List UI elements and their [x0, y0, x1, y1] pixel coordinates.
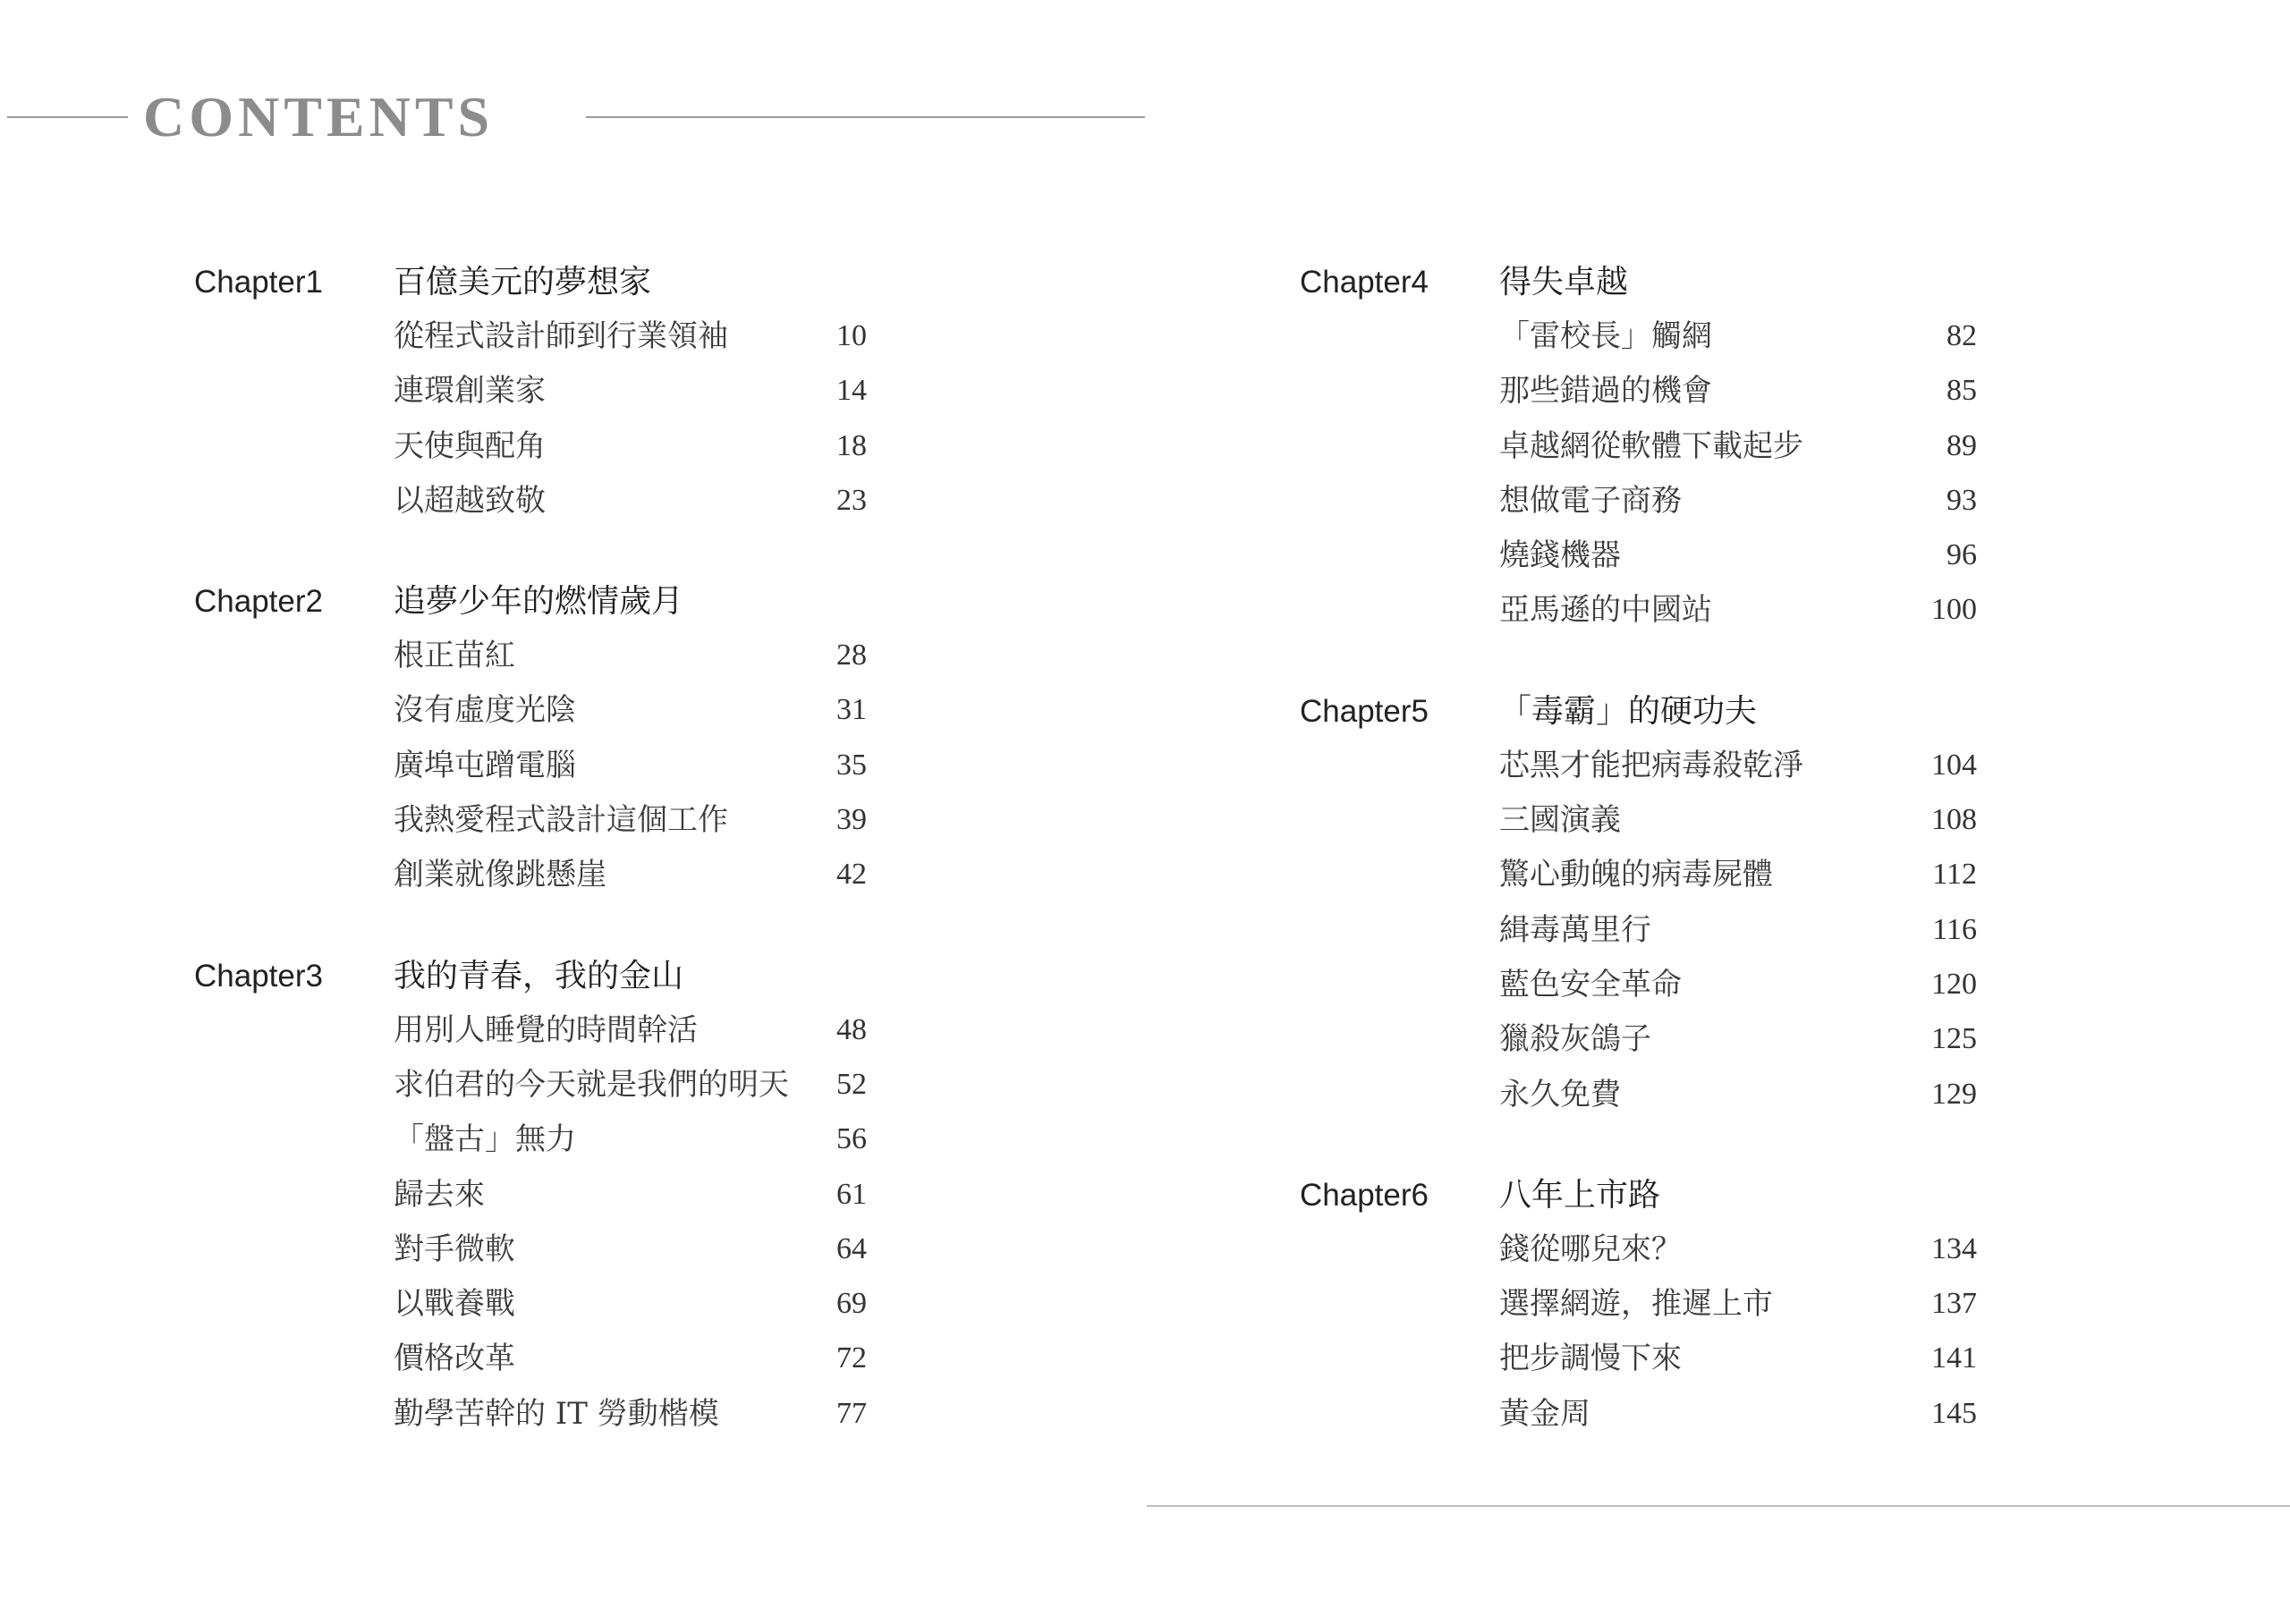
toc-entry — [1300, 527, 2087, 581]
toc-entry-title: 我熱愛程式設計這個工作 — [394, 802, 728, 839]
toc-entry — [1300, 1330, 2087, 1384]
toc-entry-page: 28 — [836, 639, 867, 672]
toc-entry-list — [1300, 308, 2087, 637]
toc-entry-title: 廣埠屯蹭電腦 — [394, 747, 576, 783]
toc-entry — [194, 1385, 981, 1440]
toc-entry-page: 23 — [836, 483, 867, 517]
toc-entry-page: 96 — [1946, 538, 1977, 572]
toc-entry-list — [194, 1002, 981, 1440]
toc-entry-title: 從程式設計師到行業領袖 — [394, 318, 728, 354]
chapter-heading — [1300, 687, 2087, 737]
toc-entry-title: 「盤古」無力 — [394, 1121, 576, 1158]
toc-entry-page: 18 — [836, 428, 867, 462]
chapter-section — [194, 577, 981, 901]
toc-entry-title: 以超越致敬 — [394, 482, 546, 519]
toc-left-column — [194, 258, 981, 1490]
toc-entry — [1300, 1221, 2087, 1275]
chapter-heading — [1300, 258, 2087, 308]
toc-entry-list — [1300, 1221, 2087, 1440]
toc-entry-page: 72 — [836, 1341, 867, 1375]
toc-entry-title: 燒錢機器 — [1499, 537, 1621, 574]
toc-entry-title: 以戰養戰 — [394, 1286, 515, 1323]
contents-heading: CONTENTS — [143, 85, 495, 148]
header-rule-right — [586, 116, 1145, 118]
toc-entry-title: 那些錯過的機會 — [1499, 373, 1712, 410]
toc-entry-page: 129 — [1931, 1077, 1977, 1111]
footer-rule — [1147, 1505, 2290, 1507]
toc-entry — [194, 791, 981, 846]
toc-entry — [1300, 1385, 2087, 1440]
toc-entry — [1300, 956, 2087, 1011]
toc-entry-title: 根正苗紅 — [394, 638, 515, 674]
toc-entry-title: 用別人睡覺的時間幹活 — [394, 1011, 698, 1048]
toc-entry — [194, 737, 981, 791]
toc-entry-title: 永久免費 — [1499, 1076, 1621, 1112]
toc-entry — [194, 681, 981, 736]
toc-entry-title: 驚心動魄的病毒屍體 — [1499, 857, 1773, 893]
chapter-number: Chapter5 — [1300, 693, 1429, 729]
chapter-number: Chapter4 — [1300, 265, 1429, 300]
toc-entry-page: 89 — [1946, 428, 1977, 462]
toc-entry-title: 把步調慢下來 — [1499, 1341, 1682, 1377]
toc-entry-title: 勤學苦幹的 IT 勞動楷模 — [394, 1395, 719, 1432]
toc-entry-title: 價格改革 — [394, 1341, 515, 1377]
toc-entry-title: 創業就像跳懸崖 — [394, 857, 606, 893]
toc-entry — [194, 627, 981, 681]
chapter-title: 百億美元的夢想家 — [394, 264, 652, 300]
toc-entry — [1300, 581, 2087, 636]
chapter-section — [1300, 687, 2087, 1121]
toc-entry-title: 「雷校長」觸網 — [1499, 318, 1712, 354]
toc-entry-page: 31 — [836, 693, 867, 727]
header-rule-left — [7, 116, 128, 118]
toc-entry-page: 10 — [836, 319, 867, 352]
toc-entry-list — [1300, 737, 2087, 1121]
toc-entry-page: 56 — [836, 1122, 867, 1156]
chapter-section — [1300, 258, 2087, 637]
toc-entry-page: 52 — [836, 1067, 867, 1101]
chapter-number: Chapter3 — [194, 958, 323, 994]
toc-entry-page: 61 — [836, 1177, 867, 1211]
toc-entry-title: 錢從哪兒來？ — [1499, 1231, 1682, 1267]
toc-entry — [194, 1166, 981, 1221]
chapter-title: 八年上市路 — [1499, 1176, 1661, 1214]
toc-entry-title: 芯黑才能把病毒殺乾淨 — [1499, 747, 1803, 783]
chapter-section — [1300, 1171, 2087, 1440]
toc-entry — [194, 472, 981, 527]
toc-entry-title: 緝毒萬里行 — [1499, 911, 1651, 948]
chapter-heading — [194, 258, 981, 308]
toc-entry-page: 69 — [836, 1287, 867, 1321]
toc-entry-page: 134 — [1931, 1231, 1977, 1265]
toc-entry-page: 35 — [836, 748, 867, 782]
toc-entry-page: 145 — [1931, 1396, 1977, 1430]
toc-entry-title: 歸去來 — [394, 1176, 485, 1213]
toc-entry-page: 116 — [1932, 912, 1977, 946]
toc-entry-title: 對手微軟 — [394, 1231, 515, 1267]
toc-entry — [194, 1275, 981, 1330]
toc-entry — [194, 308, 981, 362]
toc-entry — [194, 1330, 981, 1384]
toc-entry — [1300, 737, 2087, 791]
toc-entry — [1300, 362, 2087, 417]
toc-entry-page: 112 — [1932, 858, 1977, 892]
toc-entry-page: 141 — [1931, 1341, 1977, 1375]
toc-entry — [1300, 472, 2087, 527]
toc-entry-title: 亞馬遜的中國站 — [1499, 592, 1712, 629]
toc-entry — [1300, 308, 2087, 362]
toc-entry-page: 93 — [1946, 483, 1977, 517]
toc-entry — [1300, 1066, 2087, 1121]
toc-entry-title: 選擇網遊，推遲上市 — [1499, 1286, 1773, 1323]
chapter-number: Chapter1 — [194, 265, 323, 300]
toc-entry — [1300, 791, 2087, 846]
toc-entry-page: 104 — [1931, 748, 1977, 782]
toc-right-column — [1300, 258, 2087, 1490]
toc-entry — [1300, 418, 2087, 472]
toc-entry-title: 三國演義 — [1499, 802, 1621, 839]
chapter-heading — [194, 952, 981, 1002]
toc-entry-title: 想做電子商務 — [1499, 482, 1682, 519]
toc-entry-page: 85 — [1946, 374, 1977, 408]
toc-entry-page: 39 — [836, 803, 867, 837]
toc-entry-page: 137 — [1931, 1287, 1977, 1321]
toc-entry-page: 100 — [1931, 593, 1977, 627]
toc-entry-title: 天使與配角 — [394, 427, 546, 464]
chapter-number: Chapter2 — [194, 584, 323, 620]
toc-entry — [1300, 846, 2087, 901]
chapter-title: 追夢少年的燃情歲月 — [394, 583, 684, 621]
toc-entry — [194, 418, 981, 472]
toc-entry-page: 108 — [1931, 803, 1977, 837]
toc-entry — [194, 1111, 981, 1165]
toc-entry — [194, 1002, 981, 1056]
toc-entry-list — [194, 308, 981, 527]
toc-entry-title: 求伯君的今天就是我們的明天 — [394, 1066, 789, 1103]
toc-entry-title: 藍色安全革命 — [1499, 966, 1682, 1002]
toc-entry-page: 42 — [836, 858, 867, 892]
chapter-number: Chapter6 — [1300, 1177, 1429, 1213]
chapter-title: 我的青春，我的金山 — [394, 957, 684, 994]
toc-entry — [1300, 1275, 2087, 1330]
chapter-section — [194, 258, 981, 527]
toc-entry-page: 82 — [1946, 319, 1977, 352]
toc-entry-title: 連環創業家 — [394, 373, 546, 410]
toc-entry-list — [194, 627, 981, 901]
toc-entry-page: 14 — [836, 374, 867, 408]
toc-entry-page: 48 — [836, 1012, 867, 1046]
toc-entry-page: 77 — [836, 1396, 867, 1430]
toc-entry — [1300, 901, 2087, 956]
toc-entry-page: 64 — [836, 1231, 867, 1265]
toc-entry-title: 黃金周 — [1499, 1395, 1590, 1432]
chapter-heading — [1300, 1171, 2087, 1221]
toc-entry-title: 沒有虛度光陰 — [394, 692, 576, 729]
chapter-section — [194, 952, 981, 1440]
toc-entry — [194, 362, 981, 417]
chapter-title: 「毒霸」的硬功夫 — [1499, 692, 1758, 730]
chapter-heading — [194, 577, 981, 627]
toc-entry — [1300, 1011, 2087, 1065]
toc-entry-page: 125 — [1931, 1022, 1977, 1056]
toc-entry — [194, 1221, 981, 1275]
chapter-title: 得失卓越 — [1499, 264, 1629, 300]
toc-entry — [194, 846, 981, 901]
toc-entry-title: 卓越網從軟體下載起步 — [1499, 427, 1803, 464]
toc-entry-page: 120 — [1931, 967, 1977, 1001]
toc-entry — [194, 1056, 981, 1111]
toc-entry-title: 獵殺灰鴿子 — [1499, 1021, 1651, 1058]
